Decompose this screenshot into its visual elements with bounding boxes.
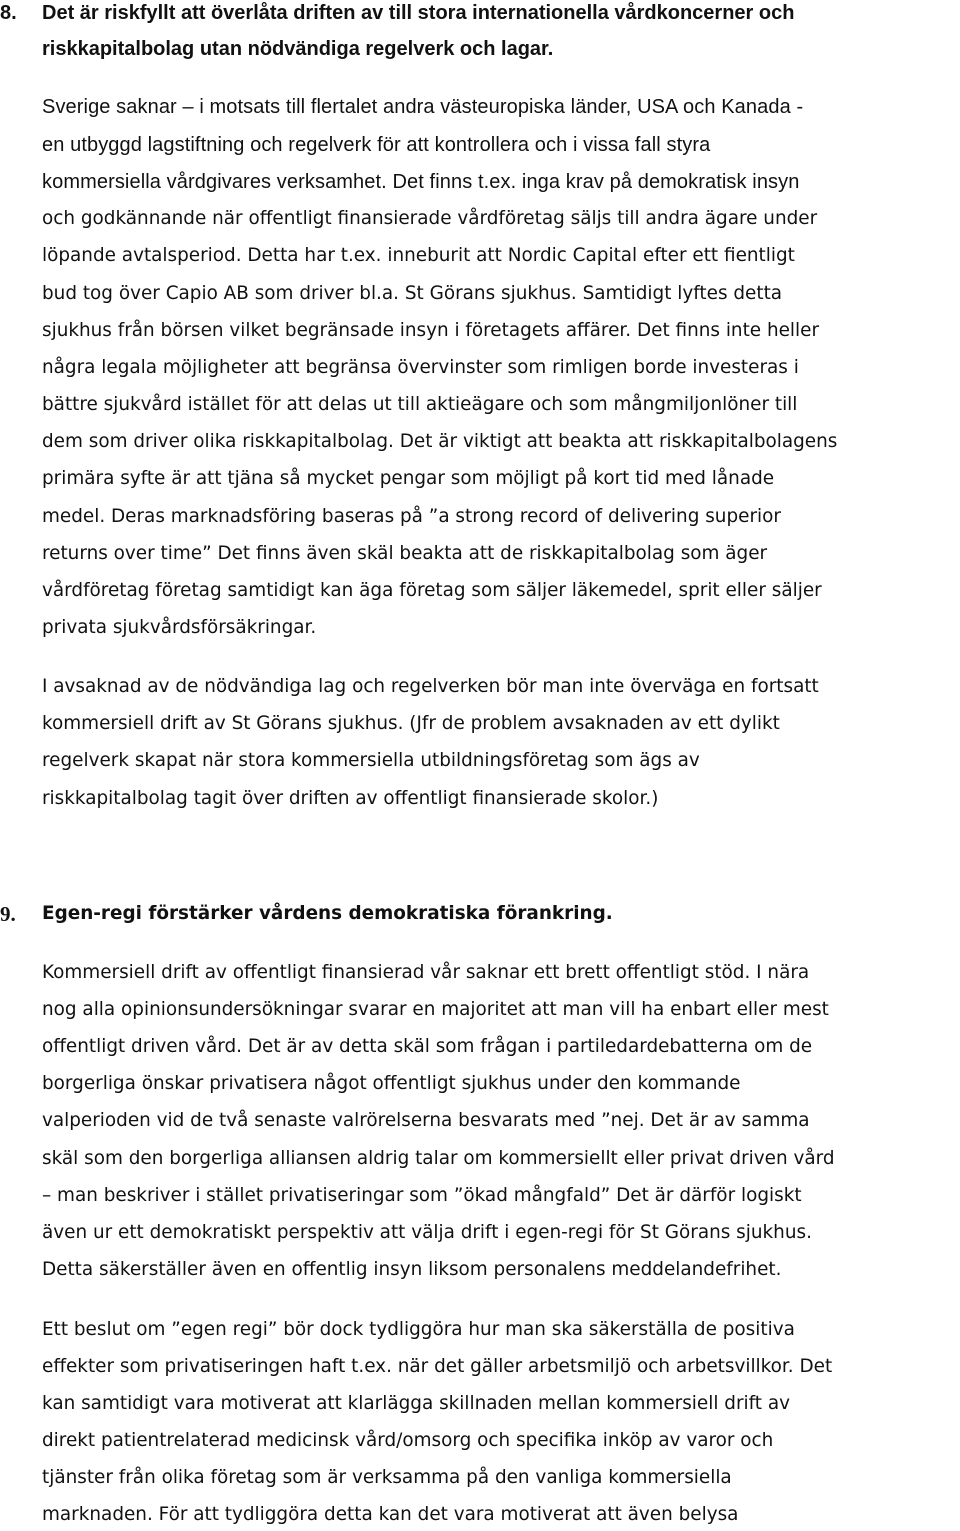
text-line: regelverk skapat när stora kommersiella utbildningsföretag som ägs av: [42, 750, 700, 771]
text-line: offentligt driven vård. Det är av detta skäl som frågan i partiledardebatterna om de: [42, 1036, 813, 1057]
text-line: Ett beslut om ”egen regi” bör dock tydliggöra hur man ska säkerställa de positiva: [42, 1319, 795, 1340]
text-line: – man beskriver i stället privatiseringar som ”ökad mångfald” Det är därför logiskt: [42, 1185, 802, 1206]
text-line: medel. Deras marknadsföring baseras på ”a strong record of delivering superior: [42, 506, 781, 527]
text-line: vårdföretag företag samtidigt kan äga företag som säljer läkemedel, sprit eller säljer: [42, 580, 822, 601]
text-line: [42, 168, 799, 196]
text-line: direkt patientrelaterad medicinsk vård/omsorg och specifika inköp av varor och: [42, 1430, 774, 1451]
text-line: och godkännande när offentligt finansierade vårdföretag säljs till andra ägare under: [42, 208, 818, 229]
text-line: bättre sjukvård istället för att delas ut till aktieägare och som mångmiljonlöner till: [42, 394, 798, 415]
text-line: Detta säkerställer även en offentlig insyn liksom personalens meddelandefrihet.: [42, 1259, 782, 1280]
text-line: riskkapitalbolag tagit över driften av offentligt finansierade skolor.): [42, 788, 659, 809]
text-line: dem som driver olika riskkapitalbolag. Det är viktigt att beakta att riskkapitalbolagens: [42, 431, 838, 452]
section-9-number: 9.: [0, 902, 16, 926]
section-8-title-line-2: riskkapitalbolag utan nödvändiga regelverk och lagar.: [42, 38, 554, 60]
text-line: Sverige saknar – i motsats till flertalet andra västeuropiska länder, USA och Kanada -: [42, 96, 804, 118]
section-9-title: Egen-regi förstärker vårdens demokratiska förankring.: [42, 903, 613, 924]
section-8-title-line-1: Det är riskfyllt att överlåta driften av till stora internationella vårdkoncerner och: [42, 2, 795, 24]
text-line: några legala möjligheter att begränsa övervinster som rimligen borde investeras i: [42, 357, 799, 378]
text-line: en utbyggd lagstiftning och regelverk för att kontrollera och i vissa fall styra: [42, 134, 711, 156]
text-line: Kommersiell drift av offentligt finansierad vår saknar ett brett offentligt stöd. I nära: [42, 962, 810, 983]
text-line: tjänster från olika företag som är verksamma på den vanliga kommersiella: [42, 1467, 732, 1488]
text-line: skäl som den borgerliga alliansen aldrig talar om kommersiellt eller privat driven vård: [42, 1148, 835, 1169]
text-line: löpande avtalsperiod. Detta har t.ex. inneburit att Nordic Capital efter ett fientligt: [42, 245, 795, 266]
text-line: returns over time” Det finns även skäl beakta att de riskkapitalbolag som äger: [42, 543, 768, 564]
text-line: marknaden. För att tydliggöra detta kan det vara motiverat att även belysa: [42, 1504, 739, 1525]
text-line: kan samtidigt vara motiverat att klarlägga skillnaden mellan kommersiell drift av: [42, 1393, 790, 1414]
text-line: även ur ett demokratiskt perspektiv att välja drift i egen-regi för St Görans sjukhus.: [42, 1222, 812, 1243]
text-line: valperioden vid de två senaste valrörelserna besvarats med ”nej. Det är av samma: [42, 1110, 810, 1131]
text-line: effekter som privatiseringen haft t.ex. när det gäller arbetsmiljö och arbetsvillkor. Det: [42, 1356, 833, 1377]
text-line: borgerliga önskar privatisera något offentligt sjukhus under den kommande: [42, 1073, 741, 1094]
text-span: kommersiella vårdgivares verksamhet. Det finns t.ex. inga krav på demokratisk insyn: [42, 171, 800, 193]
text-line: primära syfte är att tjäna så mycket pengar som möjligt på kort tid med lånade: [42, 468, 775, 489]
text-line: nog alla opinionsundersökningar svarar en majoritet att man vill ha enbart eller mest: [42, 999, 829, 1020]
text-line: kommersiell drift av St Görans sjukhus. (Jfr de problem avsaknaden av ett dylikt: [42, 713, 780, 734]
text-line: bud tog över Capio AB som driver bl.a. St Görans sjukhus. Samtidigt lyftes detta: [42, 283, 783, 304]
text-line: privata sjukvårdsförsäkringar.: [42, 617, 317, 638]
section-8-number: 8.: [0, 2, 17, 24]
text-line: I avsaknad av de nödvändiga lag och regelverken bör man inte överväga en fortsatt: [42, 676, 819, 697]
text-line: sjukhus från börsen vilket begränsade insyn i företagets affärer. Det finns inte heller: [42, 320, 820, 341]
